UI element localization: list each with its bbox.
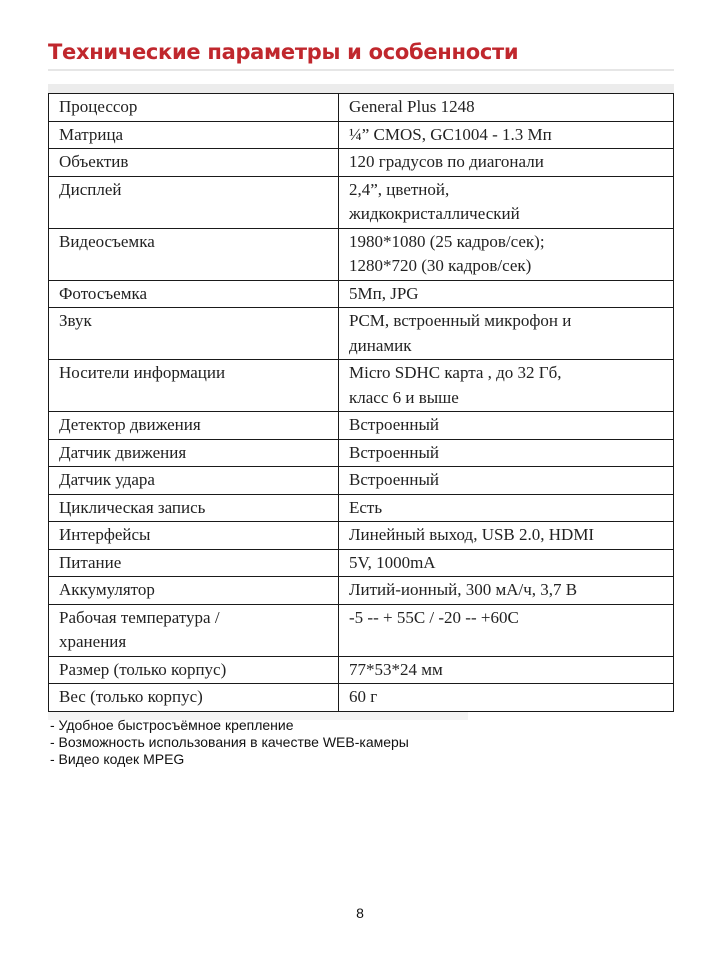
spec-table (48, 93, 674, 712)
spec-key: Интерфейсы (49, 522, 339, 550)
spec-row (49, 439, 674, 467)
spec-row (49, 549, 674, 577)
spec-key: Рабочая температура / хранения (49, 604, 339, 656)
spec-value: ¼” CMOS, GC1004 - 1.3 Мп (339, 121, 674, 149)
spec-value: General Plus 1248 (339, 94, 674, 122)
spec-row (49, 360, 674, 412)
feature-item: - Возможность использования в качестве WEB-камеры (50, 734, 409, 750)
spec-value: -5 -- + 55С / -20 -- +60С (339, 604, 674, 656)
spec-key: Носители информации (49, 360, 339, 412)
spec-value: 77*53*24 мм (339, 656, 674, 684)
spec-value: PCM, встроенный микрофон и динамик (339, 308, 674, 360)
spec-value: 1980*1080 (25 кадров/сек); 1280*720 (30 кадров/сек) (339, 228, 674, 280)
spec-key: Процессор (49, 94, 339, 122)
title-divider (48, 69, 674, 71)
spec-key: Аккумулятор (49, 577, 339, 605)
spec-key: Фотосъемка (49, 280, 339, 308)
spec-value: Встроенный (339, 439, 674, 467)
spec-key: Датчик движения (49, 439, 339, 467)
spec-key: Детектор движения (49, 412, 339, 440)
spec-key: Питание (49, 549, 339, 577)
spec-row (49, 94, 674, 122)
spec-value: 120 градусов по диагонали (339, 149, 674, 177)
spec-key: Дисплей (49, 176, 339, 228)
spec-value: 60 г (339, 684, 674, 712)
spec-key: Звук (49, 308, 339, 360)
spec-value: Есть (339, 494, 674, 522)
spec-row (49, 467, 674, 495)
spec-value: Линейный выход, USB 2.0, HDMI (339, 522, 674, 550)
spec-row (49, 149, 674, 177)
spec-key: Видеосъемка (49, 228, 339, 280)
spec-row (49, 684, 674, 712)
feature-item: - Удобное быстросъёмное крепление (50, 717, 294, 733)
spec-row (49, 522, 674, 550)
spec-key: Вес (только корпус) (49, 684, 339, 712)
spec-row (49, 494, 674, 522)
spec-key: Матрица (49, 121, 339, 149)
spec-value: Встроенный (339, 467, 674, 495)
spec-row (49, 308, 674, 360)
spec-key: Циклическая запись (49, 494, 339, 522)
feature-item: - Видео кодек MPEG (50, 751, 185, 767)
spec-value: Литий-ионный, 300 мА/ч, 3,7 В (339, 577, 674, 605)
spec-row (49, 121, 674, 149)
feature-list (50, 717, 409, 768)
spec-key: Объектив (49, 149, 339, 177)
spec-value: Micro SDHC карта , до 32 Гб, класс 6 и выше (339, 360, 674, 412)
spec-value: 5Мп, JPG (339, 280, 674, 308)
page-title: Технические параметры и особенности (48, 40, 519, 64)
spec-row (49, 656, 674, 684)
spec-row (49, 604, 674, 656)
spec-row (49, 176, 674, 228)
spec-row (49, 577, 674, 605)
spec-value: 5V, 1000mA (339, 549, 674, 577)
page-number: 8 (356, 905, 364, 921)
spec-key: Датчик удара (49, 467, 339, 495)
spec-key: Размер (только корпус) (49, 656, 339, 684)
spec-row (49, 228, 674, 280)
spec-value: 2,4”, цветной, жидкокристаллический (339, 176, 674, 228)
spec-value: Встроенный (339, 412, 674, 440)
spec-row (49, 412, 674, 440)
spec-row (49, 280, 674, 308)
